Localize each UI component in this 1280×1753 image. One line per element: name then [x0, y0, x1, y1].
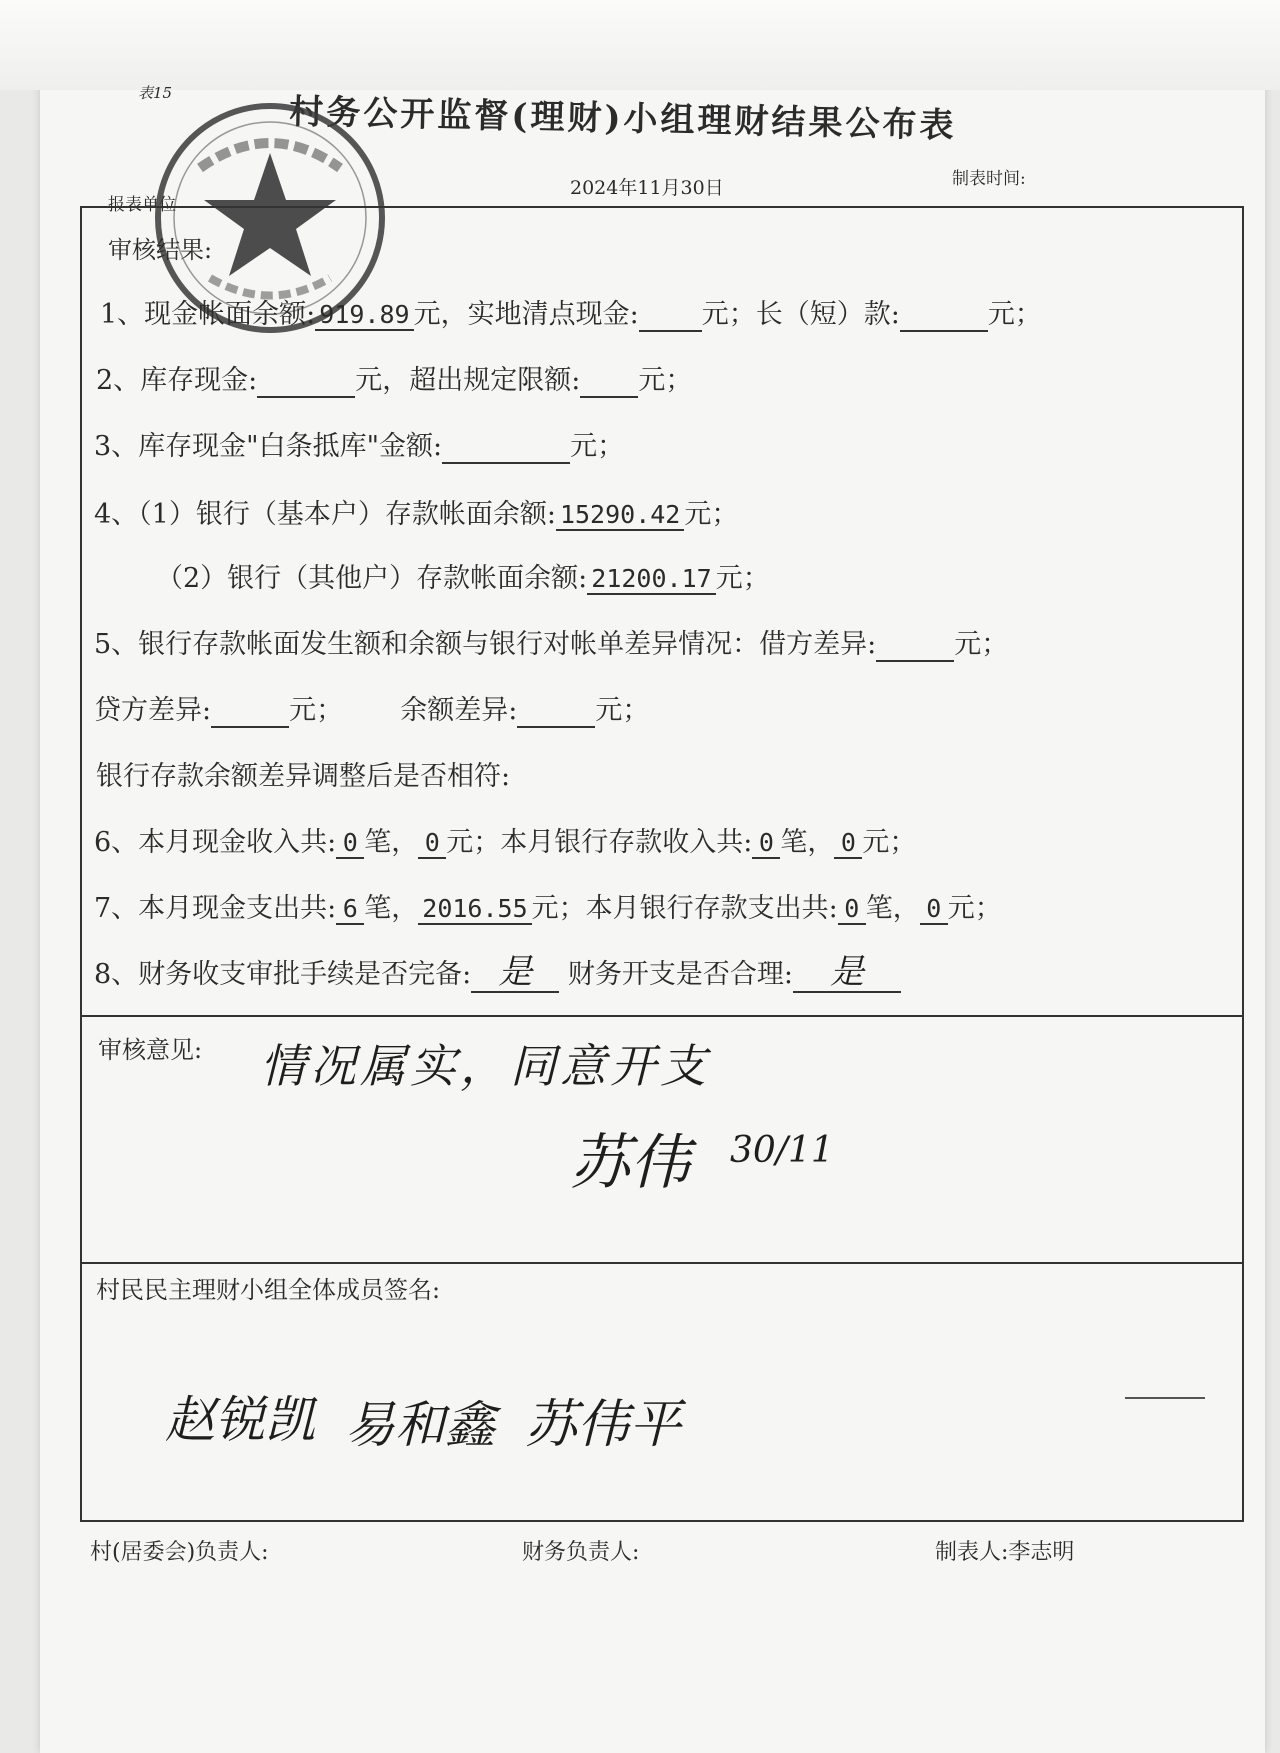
item-7: 7、本月现金支出共: 6 笔， 2016.55 元；本月银行存款支出共: 0 笔， 0 元；: [94, 893, 1002, 924]
cash-book-balance: 919.89: [315, 301, 413, 331]
report-date: 2024年11月30日: [570, 177, 724, 199]
item-4a: 4、（1）银行（基本户）存款帐面余额: 15290.42 元；: [94, 499, 739, 530]
item-5: 5、银行存款帐面发生额和余额与银行对帐单差异情况：借方差异: 元；: [94, 629, 1009, 660]
opinion-handwriting: 情况属实，同意开支: [260, 1039, 710, 1093]
basic-account-balance: 15290.42: [556, 501, 684, 531]
item-5c: 银行存款余额差异调整后是否相符:: [96, 761, 511, 792]
item-3: 3、库存现金"白条抵库"金额: 元；: [94, 431, 625, 462]
divider-opinion: [80, 1015, 1242, 1017]
maker-name: 李志明: [1008, 1540, 1075, 1565]
opinion-sign-date: 30/11: [730, 1130, 834, 1171]
members-label: 村民民主理财小组全体成员签名:: [96, 1276, 441, 1304]
document-title: 村务公开监督(理财)小组理财结果公布表: [288, 91, 957, 146]
member-signature-2: 易和鑫: [345, 1396, 495, 1454]
item-1: 1、现金帐面余额: 919.89 元，实地清点现金: 元；长（短）款: 元；: [100, 299, 1042, 330]
item-5b: 贷方差异: 元； 余额差异: 元；: [94, 695, 650, 726]
opinion-signature: 苏伟: [570, 1128, 690, 1198]
report-unit-label: 报表单位: [108, 195, 176, 215]
form-number: 表15: [138, 84, 173, 102]
divider-members: [80, 1262, 1242, 1264]
item-4b: （2）银行（其他户）存款帐面余额: 21200.17 元；: [156, 563, 770, 594]
opinion-label: 审核意见:: [98, 1036, 203, 1064]
member-signature-3: 苏伟平: [525, 1395, 682, 1455]
item-6: 6、本月现金收入共: 0 笔， 0 元；本月银行存款收入共: 0 笔， 0 元；: [94, 827, 917, 858]
made-time-label: 制表时间:: [952, 169, 1026, 189]
finance-leader-label: 财务负责人:: [522, 1540, 640, 1565]
other-account-balance: 21200.17: [587, 565, 715, 595]
form-box: [80, 206, 1244, 1522]
maker-field: 制表人:李志明: [935, 1540, 1075, 1565]
review-result-label: 审核结果:: [108, 236, 213, 264]
item-8: 8、财务收支审批手续是否完备: 是 财务开支是否合理: 是: [94, 952, 901, 993]
margin-stroke: [1125, 1397, 1205, 1399]
member-signature-1: 赵锐凯: [165, 1391, 315, 1449]
expense-reasonable-answer: 是: [793, 954, 901, 993]
top-paper-strip: [0, 0, 1280, 90]
approval-complete-answer: 是: [471, 954, 559, 993]
village-leader-label: 村(居委会)负责人:: [90, 1540, 269, 1565]
item-2: 2、库存现金: 元，超出规定限额: 元；: [96, 365, 693, 396]
